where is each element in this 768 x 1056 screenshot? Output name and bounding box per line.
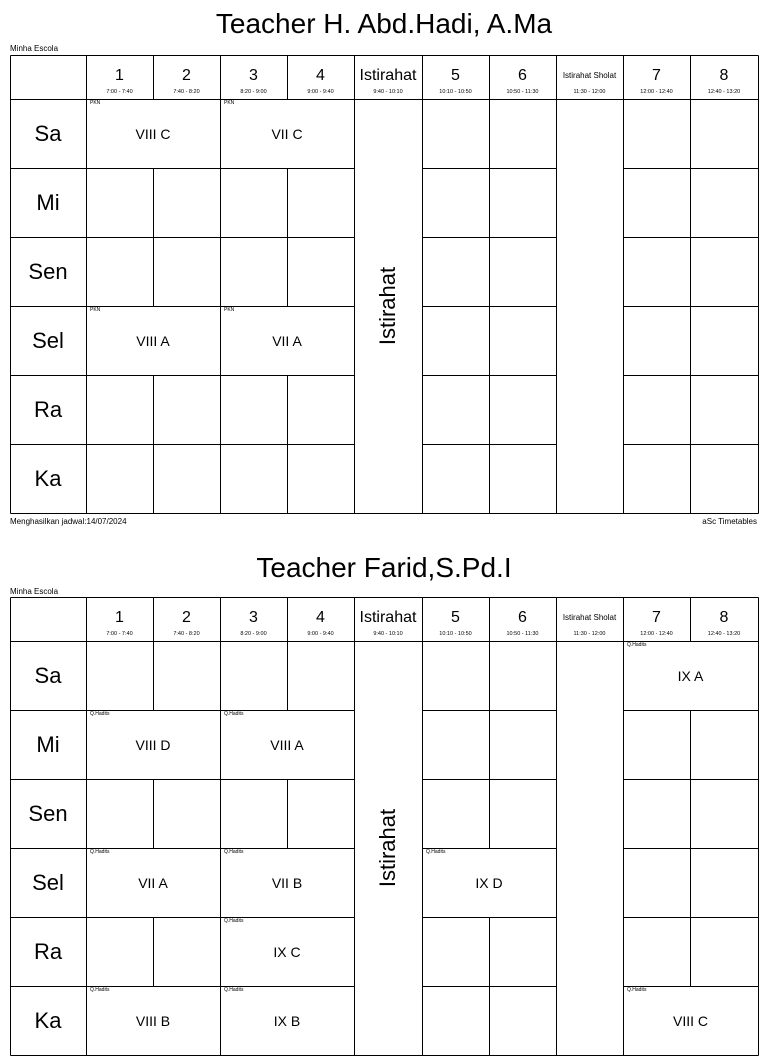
period-time: 7:00 - 7:40 — [106, 631, 133, 637]
timetable-sheet-hadi — [0, 8, 768, 528]
period-time: 11:30 - 12:00 — [573, 89, 606, 95]
lesson-card — [86, 99, 220, 168]
day-label: Sa — [34, 121, 62, 146]
lesson-card — [220, 710, 354, 779]
lesson-card — [86, 306, 220, 375]
period-time: 10:50 - 11:30 — [506, 89, 539, 95]
day-label: Ka — [34, 1008, 62, 1033]
period-label: 4 — [316, 67, 325, 84]
lesson-subject: Q.Hadits — [224, 711, 244, 717]
day-label: Mi — [36, 732, 60, 757]
period-header — [86, 55, 153, 99]
day-label: Ka — [34, 466, 62, 491]
period-time: 10:10 - 10:50 — [439, 631, 472, 637]
period-time: 8:20 - 9:00 — [240, 631, 267, 637]
day-label: Sen — [28, 801, 68, 826]
period-time: 12:40 - 13:20 — [707, 631, 741, 637]
lesson-class: VII A — [138, 874, 168, 891]
day-label: Ra — [33, 939, 63, 964]
lesson-subject: PKN — [224, 100, 235, 106]
day-label: Sen — [28, 259, 68, 284]
lesson-subject: Q.Hadits — [426, 849, 446, 855]
period-header — [354, 597, 422, 641]
period-header — [556, 55, 623, 99]
lesson-subject: Q.Hadits — [90, 849, 110, 855]
lesson-subject: Q.Hadits — [90, 987, 110, 993]
day-label: Sel — [32, 328, 64, 353]
school-name: Minha Escola — [10, 587, 59, 596]
period-header — [623, 55, 690, 99]
period-label: 5 — [451, 609, 460, 626]
lesson-class: VII B — [271, 874, 303, 891]
period-header — [354, 55, 422, 99]
lesson-class: IX C — [273, 943, 301, 960]
lesson-card — [220, 986, 354, 1055]
period-header — [489, 597, 556, 641]
period-time: 8:20 - 9:00 — [240, 89, 267, 95]
period-header — [220, 55, 287, 99]
lesson-card — [220, 917, 354, 986]
lesson-card — [86, 710, 220, 779]
lesson-class: VII C — [271, 125, 303, 142]
period-time: 10:10 - 10:50 — [439, 89, 472, 95]
school-name: Minha Escola — [10, 44, 59, 53]
period-header — [489, 55, 556, 99]
lesson-card — [86, 848, 220, 917]
period-header — [287, 55, 354, 99]
period-label: 2 — [182, 609, 191, 626]
generated-date: Menghasilkan jadwal:14/07/2024 — [10, 517, 127, 526]
period-label: Istirahat — [359, 67, 417, 84]
lesson-card — [623, 641, 758, 710]
period-time: 9:40 - 10:10 — [373, 631, 403, 637]
period-time: 9:40 - 10:10 — [373, 89, 403, 95]
lesson-card — [220, 848, 354, 917]
day-label: Ra — [33, 397, 63, 422]
period-header — [153, 597, 220, 641]
period-header — [86, 597, 153, 641]
lesson-subject: Q.Hadits — [627, 987, 647, 993]
period-time: 12:40 - 13:20 — [707, 89, 741, 95]
lesson-subject: PKN — [90, 307, 101, 313]
period-label: 4 — [316, 609, 325, 626]
lesson-class: IX B — [273, 1012, 301, 1029]
lesson-class: VIII A — [136, 332, 170, 349]
period-time: 12:00 - 12:40 — [640, 89, 673, 95]
lesson-card — [220, 99, 354, 168]
period-label: Istirahat — [359, 609, 417, 626]
day-label: Sa — [34, 663, 62, 688]
lesson-subject: Q.Hadits — [90, 711, 110, 717]
period-label: 1 — [115, 609, 124, 626]
period-header — [690, 597, 758, 641]
lesson-subject: Q.Hadits — [224, 849, 244, 855]
period-label: 3 — [249, 67, 258, 84]
period-label: 8 — [719, 67, 729, 84]
period-header — [623, 597, 690, 641]
break-label-vertical: Istirahat — [375, 266, 401, 346]
teacher-title: Teacher Farid,S.Pd.I — [256, 552, 512, 583]
period-label: 1 — [115, 67, 124, 84]
period-label: 6 — [518, 67, 527, 84]
lesson-class: IX D — [475, 874, 503, 891]
period-header — [287, 597, 354, 641]
timetable-sheet-farid — [0, 552, 768, 1033]
lesson-class: VII A — [272, 332, 302, 349]
period-label: 7 — [652, 609, 661, 626]
lesson-class: VIII D — [135, 736, 171, 753]
period-time: 9:00 - 9:40 — [307, 89, 334, 95]
lesson-subject: Q.Hadits — [224, 987, 244, 993]
period-label: 7 — [652, 67, 661, 84]
period-label: 8 — [719, 609, 729, 626]
lesson-subject: PKN — [224, 307, 235, 313]
lesson-card — [86, 986, 220, 1055]
lesson-class: IX A — [677, 667, 704, 684]
period-label: 5 — [451, 67, 460, 84]
period-time: 9:00 - 9:40 — [307, 631, 334, 637]
period-label: 3 — [249, 609, 258, 626]
lesson-class: VIII C — [672, 1012, 708, 1029]
period-label: 6 — [518, 609, 527, 626]
period-label: 2 — [182, 67, 191, 84]
period-time: 12:00 - 12:40 — [640, 631, 673, 637]
period-header — [690, 55, 758, 99]
period-time: 7:40 - 8:20 — [173, 631, 200, 637]
lesson-class: VIII A — [270, 736, 304, 753]
lesson-card — [623, 986, 758, 1055]
lesson-subject: Q.Hadits — [627, 642, 647, 648]
lesson-subject: Q.Hadits — [224, 918, 244, 924]
teacher-title: Teacher H. Abd.Hadi, A.Ma — [215, 8, 553, 39]
day-label: Mi — [36, 190, 60, 215]
period-time: 11:30 - 12:00 — [573, 631, 606, 637]
day-label: Sel — [32, 870, 64, 895]
break-label-vertical: Istirahat — [375, 808, 401, 888]
lesson-card — [422, 848, 556, 917]
period-header — [220, 597, 287, 641]
period-time: 10:50 - 11:30 — [506, 631, 539, 637]
software-credit: aSc Timetables — [702, 517, 757, 526]
period-header — [422, 55, 489, 99]
period-label: Istirahat Sholat — [562, 613, 617, 622]
period-label: Istirahat Sholat — [562, 71, 617, 80]
lesson-subject: PKN — [90, 100, 101, 106]
period-header — [153, 55, 220, 99]
lesson-class: VIII C — [135, 125, 171, 142]
period-time: 7:40 - 8:20 — [173, 89, 200, 95]
lesson-card — [220, 306, 354, 375]
period-time: 7:00 - 7:40 — [106, 89, 133, 95]
lesson-class: VIII B — [135, 1012, 171, 1029]
period-header — [556, 597, 623, 641]
period-header — [422, 597, 489, 641]
